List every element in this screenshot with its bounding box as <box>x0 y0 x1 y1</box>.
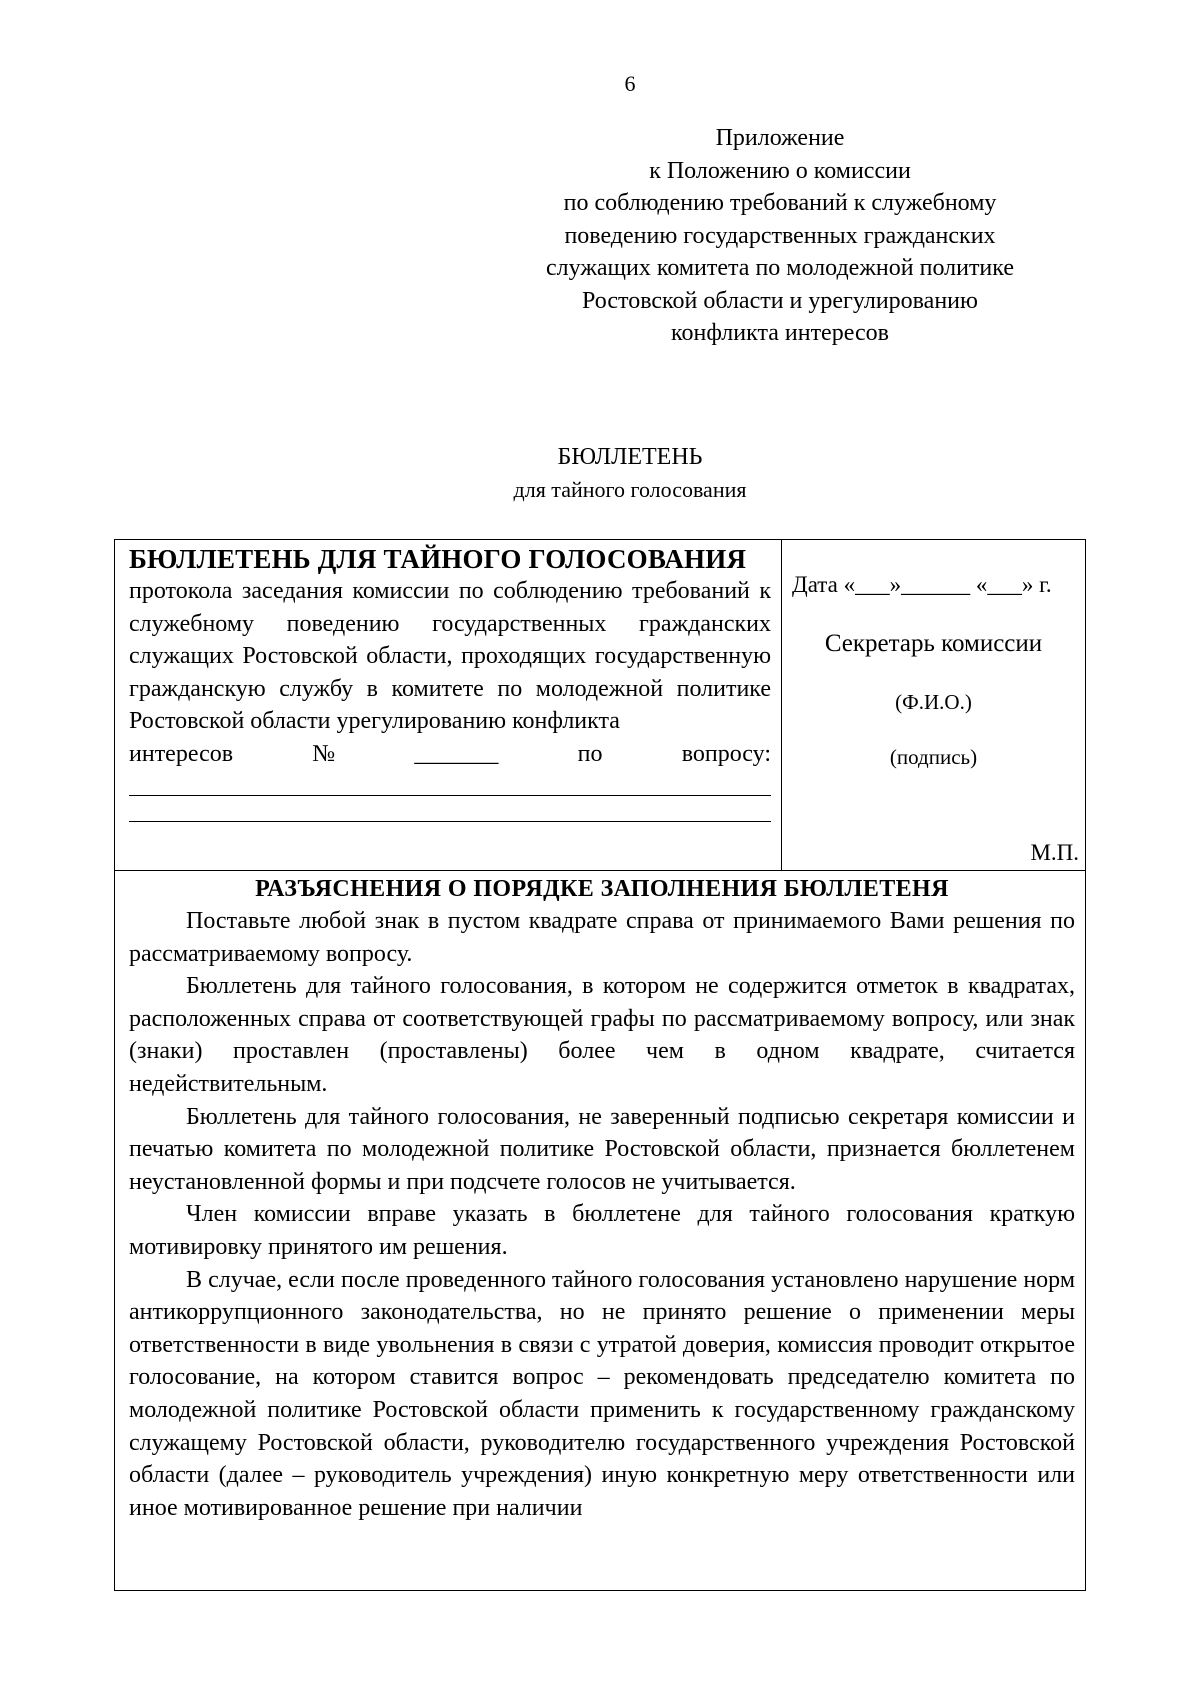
ballot-certification-cell <box>782 540 1085 870</box>
instruction-paragraph: Член комиссии вправе указать в бюллетене для тайного голосования краткую мотивировку принятого им решения. <box>129 1201 1075 1260</box>
instruction-paragraph: Бюллетень для тайного голосования, не заверенный подписью секретаря комиссии и печатью комитета по молодежной политике Ростовской области, признается бюллетенем неустановленной формы и при подсчете голосов не учитывается. <box>129 1103 1075 1195</box>
question-blank-line <box>129 772 771 796</box>
date-line: Дата «___»______ «___» г. <box>792 572 1052 597</box>
number-sign: № <box>312 740 336 767</box>
appendix-line: конфликта интересов <box>671 320 889 346</box>
protocol-last-line <box>129 738 771 771</box>
document-subtitle: для тайного голосования <box>513 477 747 502</box>
stamp-label: М.П. <box>1030 840 1079 865</box>
protocol-body: протокола заседания комиссии по соблюдению требований к служебному поведению государственных гражданских служащих Ростовской области, проходящих государственную гражданскую службу в комитете по молодежной политике Ростовской области урегулированию конфликта <box>129 578 771 734</box>
instruction-paragraph: В случае, если после проведенного тайного голосования установлено нарушение норм антикоррупционного законодательства, но не принято решение о применении меры ответственности в виде увольнения в связи с утратой доверия, комиссия проводит открытое голосование, на котором ставится вопрос – рекомендовать председателю комитета по молодежной политике Ростовской области применить к государственному гражданскому служащему Ростовской области, руководителю государственного учреждения Ростовской области (далее – руководитель учреждения) иную конкретную меру ответственности или иное мотивированное решение при наличии <box>129 1266 1075 1521</box>
appendix-line: к Положению о комиссии <box>649 157 911 184</box>
instructions-cell <box>115 871 1085 1524</box>
document-title: БЮЛЛЕТЕНЬ <box>557 444 703 470</box>
ballot-description-cell <box>115 540 782 870</box>
protocol-text <box>129 575 771 822</box>
appendix-line: по соблюдению требований к служебному <box>563 190 997 216</box>
ballot-heading: БЮЛЛЕТЕНЬ ДЛЯ ТАЙНОГО ГОЛОСОВАНИЯ <box>129 544 747 574</box>
signature-label: (подпись) <box>889 745 978 769</box>
protocol-word: вопросу: <box>681 740 771 767</box>
instructions-heading: РАЗЪЯСНЕНИЯ О ПОРЯДКЕ ЗАПОЛНЕНИЯ БЮЛЛЕТЕНЯ <box>255 876 949 902</box>
appendix-line: Ростовской области и урегулированию <box>582 287 978 314</box>
instruction-paragraph: Поставьте любой знак в пустом квадрате справа от принимаемого Вами решения по рассматриваемому вопросу. <box>129 908 1075 967</box>
protocol-number-blank: _______ <box>414 740 499 767</box>
secretary-label: Секретарь комиссии <box>824 630 1043 657</box>
appendix-line: служащих комитета по молодежной политике <box>546 255 1014 281</box>
fio-label: (Ф.И.О.) <box>895 690 972 714</box>
question-blank-line <box>129 798 771 822</box>
appendix-header <box>480 122 1080 350</box>
instruction-paragraph: Бюллетень для тайного голосования, в котором не содержится отметок в квадратах, расположенных справа от соответствующей графы по рассматриваемому вопросу, или знак (знаки) проставлен (проставлены) более чем в одном квадрате, считается недействительным. <box>129 973 1075 1097</box>
appendix-line: Приложение <box>715 125 845 151</box>
ballot-table <box>114 539 1086 1591</box>
protocol-word: по <box>577 740 603 767</box>
page-number: 6 <box>624 71 636 96</box>
appendix-line: поведению государственных гражданских <box>564 222 996 249</box>
protocol-word: интересов <box>129 740 234 767</box>
